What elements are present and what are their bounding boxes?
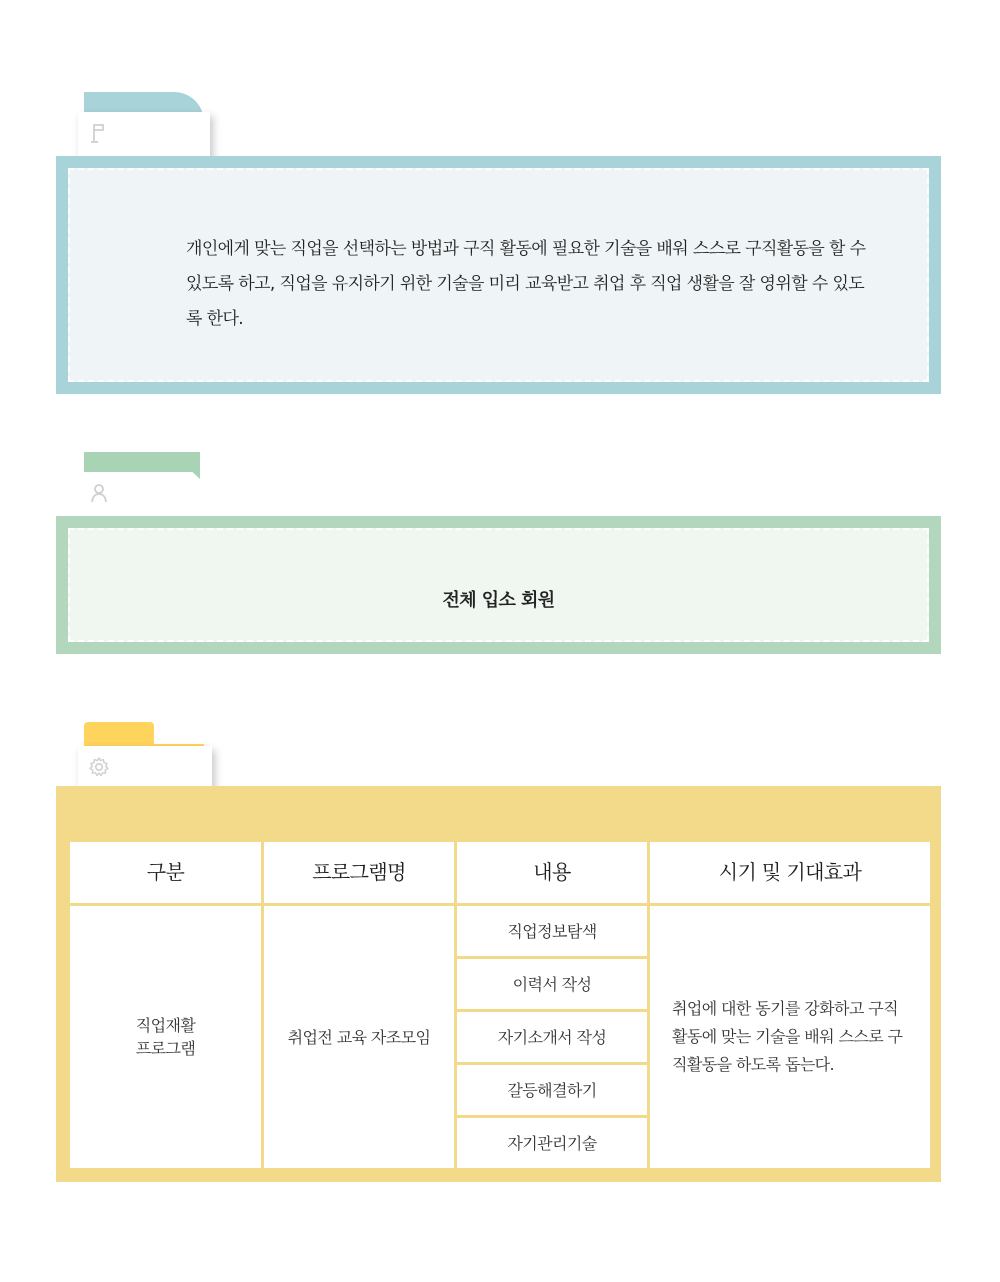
flag-icon [88,122,110,144]
operation-table [70,842,928,1168]
target-panel [56,516,941,654]
category-line-2: 프로그램 [135,1039,196,1058]
content-row: 이력서 작성 [457,959,647,1009]
content-row: 직업정보탐색 [457,906,647,956]
content-row: 자기소개서 작성 [457,1012,647,1062]
purpose-section [56,92,941,394]
header-program: 프로그램명 [264,842,454,903]
gear-icon [88,756,110,778]
target-text: 전체 입소 회원 [442,590,555,611]
target-inner [68,528,929,642]
target-section [56,452,941,654]
category-cell [70,906,261,1168]
program-name-cell: 취업전 교육 자조모임 [264,906,454,1168]
operation-section [56,722,941,1182]
header-content: 내용 [457,842,647,903]
effect-cell: 취업에 대한 동기를 강화하고 구직 활동에 맞는 기술을 배워 스스로 구직활동을 하도록 돕는다. [650,906,930,1168]
operation-panel [56,786,941,1182]
purpose-panel [56,156,941,394]
purpose-description: 개인에게 맞는 직업을 선택하는 방법과 구직 활동에 필요한 기술을 배워 스스로 구직활동을 할 수 있도록 하고, 직업을 유지하기 위한 기술을 미리 교육받고 취업 후 직업 생활을 잘 영위할 수 있도록 한다. [186,239,866,329]
purpose-inner [68,168,929,382]
person-icon [88,482,110,504]
content-row: 자기관리기술 [457,1118,647,1168]
header-category: 구분 [70,842,261,903]
header-effect: 시기 및 기대효과 [650,842,930,903]
category-line-1: 직업재활 [135,1016,196,1035]
content-row: 갈등해결하기 [457,1065,647,1115]
